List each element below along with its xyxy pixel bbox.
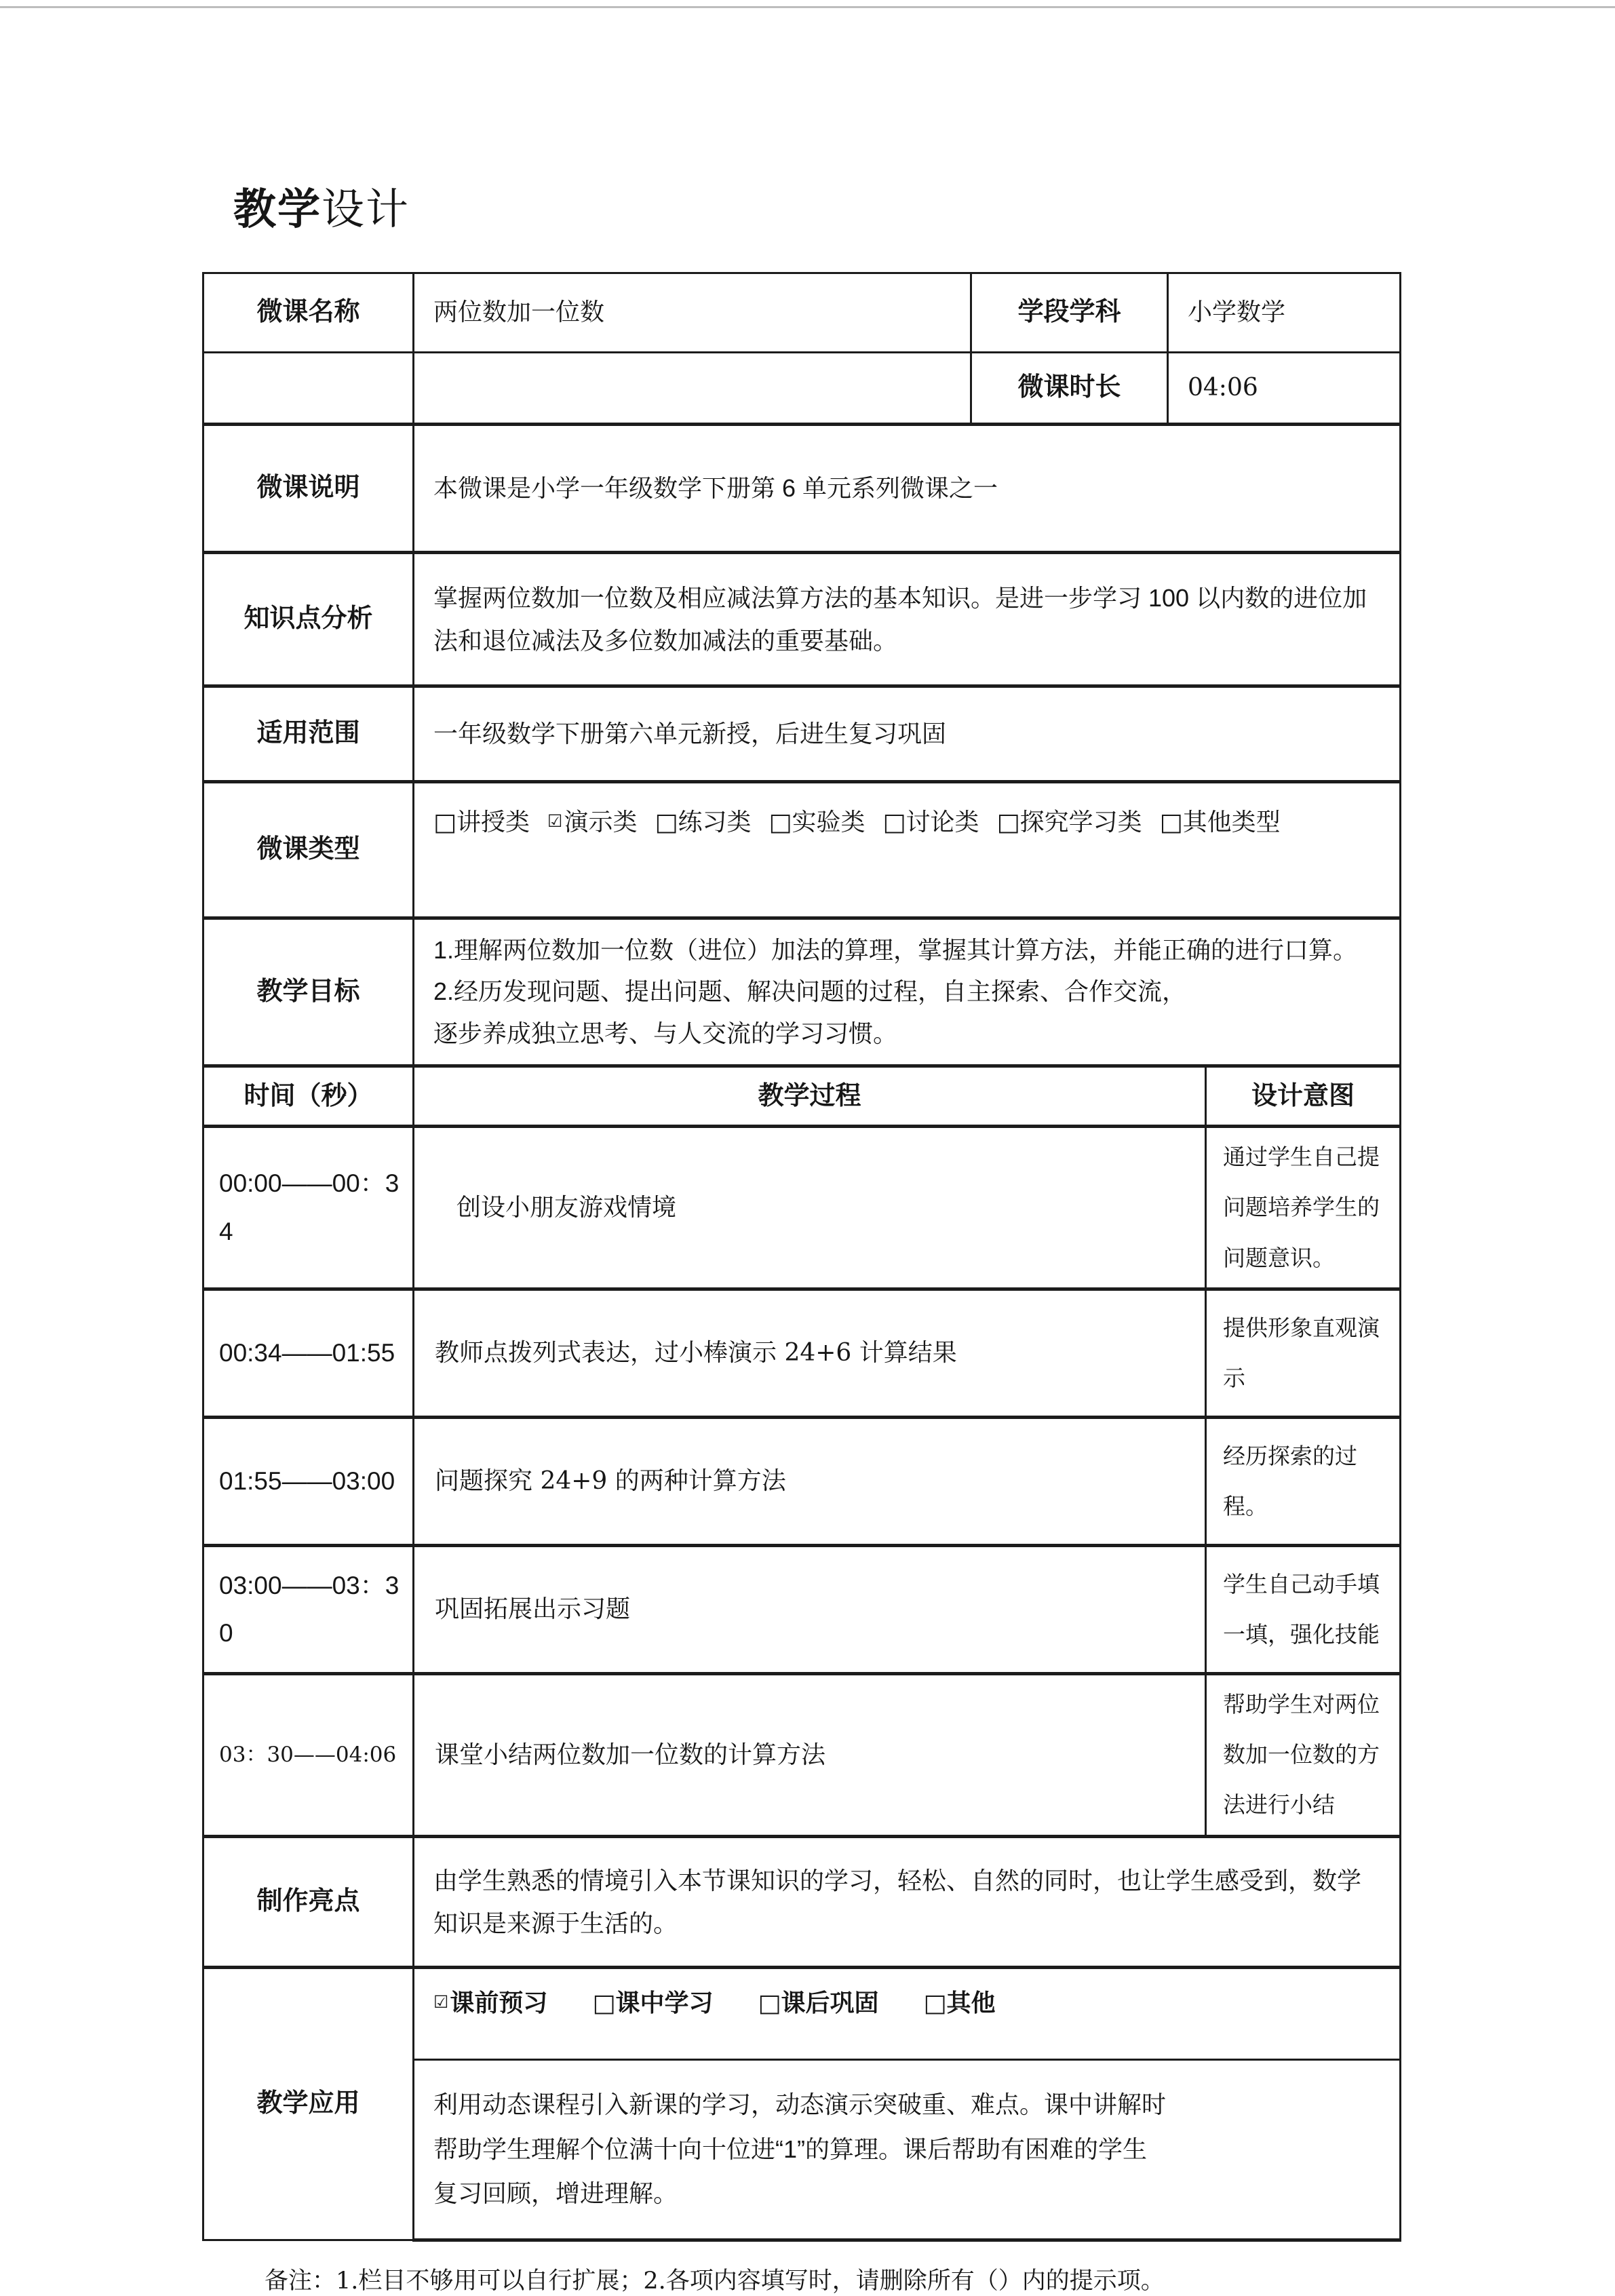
application-line-1: 利用动态课程引入新课的学习，动态演示突破重、难点。课中讲解时 — [433, 2090, 1167, 2119]
row-knowledge-analysis — [203, 552, 1401, 686]
process-step: 课堂小结两位数加一位数的计算方法 — [414, 1673, 1206, 1836]
empty-cell — [203, 352, 414, 424]
knowledge-value: 掌握两位数加一位数及相应减法算方法的基本知识。是进一步学习 100 以内数的进位加法和退位减法及多位数加减法的重要基础。 — [414, 552, 1401, 686]
unchecked-checkbox-icon: □ — [1159, 808, 1183, 836]
row-highlight — [203, 1836, 1401, 1967]
page-title — [233, 178, 1406, 242]
unchecked-checkbox-icon: □ — [592, 1989, 616, 2017]
app-option-other — [924, 1981, 996, 2025]
stage-subject-value: 小学数学 — [1168, 273, 1401, 352]
empty-cell — [414, 352, 971, 424]
time-header: 时间（秒） — [203, 1066, 414, 1127]
app-option-label: 课后巩固 — [781, 1988, 879, 2017]
process-row-3 — [203, 1417, 1401, 1545]
application-text — [414, 2059, 1401, 2240]
process-intent: 提供形象直观演示 — [1206, 1289, 1401, 1417]
unchecked-checkbox-icon: □ — [655, 808, 678, 836]
unchecked-checkbox-icon: □ — [923, 1989, 947, 2017]
unchecked-checkbox-icon: □ — [758, 1989, 781, 2017]
page-title-light: 设计 — [322, 186, 410, 233]
type-label: 微课类型 — [203, 781, 414, 918]
type-option-demo — [547, 801, 637, 844]
type-option-label: 演示类 — [564, 808, 638, 836]
course-name-label: 微课名称 — [203, 273, 414, 352]
process-time: 03：30——04:06 — [203, 1673, 414, 1836]
checked-checkbox-icon: ☑ — [547, 811, 563, 831]
highlight-value: 由学生熟悉的情境引入本节课知识的学习，轻松、自然的同时，也让学生感受到，数学知识是来源于生活的。 — [414, 1836, 1401, 1967]
type-option-label: 讨论类 — [906, 808, 979, 836]
app-option-label: 其他 — [946, 1988, 996, 2017]
process-header: 教学过程 — [414, 1066, 1206, 1127]
goal-line-2: 2.经历发现问题、提出问题、解决问题的过程，自主探索、合作交流， — [433, 977, 1187, 1006]
course-name-value: 两位数加一位数 — [414, 273, 971, 352]
process-intent: 通过学生自己提问题培养学生的问题意识。 — [1206, 1127, 1401, 1289]
process-step: 巩固拓展出示习题 — [414, 1545, 1206, 1673]
teaching-design-document — [202, 0, 1406, 2296]
type-option-label: 探究学习类 — [1019, 808, 1142, 836]
process-row-2 — [203, 1289, 1401, 1417]
row-application-options — [203, 1967, 1401, 2059]
type-option-lecture — [433, 801, 530, 844]
type-option-experiment — [769, 801, 865, 844]
process-intent: 帮助学生对两位数加一位数的方法进行小结 — [1206, 1673, 1401, 1836]
goal-line-1: 1.理解两位数加一位数（进位）加法的算理，掌握其计算方法，并能正确的进行口算。 — [433, 935, 1358, 964]
type-option-practice — [655, 801, 751, 844]
process-step: 教师点拨列式表达，过小棒演示 24+6 计算结果 — [414, 1289, 1206, 1417]
description-value: 本微课是小学一年级数学下册第 6 单元系列微课之一 — [414, 424, 1401, 552]
type-option-label: 练习类 — [678, 808, 752, 836]
unchecked-checkbox-icon: □ — [996, 808, 1020, 836]
process-time: 00:00——00：34 — [203, 1127, 414, 1289]
row-description — [203, 424, 1401, 552]
row-scope — [203, 686, 1401, 781]
process-step: 问题探究 24+9 的两种计算方法 — [414, 1417, 1206, 1545]
unchecked-checkbox-icon: □ — [882, 808, 906, 836]
teaching-design-table — [202, 272, 1401, 2242]
app-option-after-class — [758, 1981, 878, 2025]
process-intent: 经历探索的过程。 — [1206, 1417, 1401, 1545]
process-row-1 — [203, 1127, 1401, 1289]
type-option-label: 其他类型 — [1182, 808, 1281, 836]
knowledge-label: 知识点分析 — [203, 552, 414, 686]
duration-value: 04:06 — [1168, 352, 1401, 424]
process-intent: 学生自己动手填一填，强化技能 — [1206, 1545, 1401, 1673]
type-options — [414, 781, 1401, 918]
type-option-discussion — [883, 801, 979, 844]
page-title-bold: 教学 — [233, 186, 322, 233]
goals-label: 教学目标 — [203, 918, 414, 1066]
row-course-name — [203, 273, 1401, 352]
duration-label: 微课时长 — [971, 352, 1168, 424]
checked-checkbox-icon: ☑ — [433, 1991, 449, 2012]
application-line-2: 帮助学生理解个位满十向十位进“1”的算理。课后帮助有困难的学生 — [433, 2135, 1147, 2163]
scope-value: 一年级数学下册第六单元新授，后进生复习巩固 — [414, 686, 1401, 781]
app-option-label: 课前预习 — [450, 1988, 548, 2017]
scope-label: 适用范围 — [203, 686, 414, 781]
footer-note: 备注：1.栏目不够用可以自行扩展；2.各项内容填写时，请删除所有（）内的提示项。 — [265, 2267, 1165, 2295]
type-option-label: 实验类 — [792, 808, 865, 836]
description-label: 微课说明 — [203, 424, 414, 552]
row-teaching-goals — [203, 918, 1401, 1066]
unchecked-checkbox-icon: □ — [768, 808, 792, 836]
process-time: 03:00——03：30 — [203, 1545, 414, 1673]
row-process-header — [203, 1066, 1401, 1127]
application-options — [414, 1967, 1401, 2059]
goals-value — [414, 918, 1401, 1066]
unchecked-checkbox-icon: □ — [433, 808, 457, 836]
app-option-label: 课中学习 — [615, 1988, 714, 2017]
app-option-in-class — [592, 1981, 713, 2025]
intent-header: 设计意图 — [1206, 1066, 1401, 1127]
process-time: 00:34——01:55 — [203, 1289, 414, 1417]
application-label: 教学应用 — [203, 1967, 414, 2240]
goal-line-3: 逐步养成独立思考、与人交流的学习习惯。 — [433, 1019, 898, 1048]
type-option-inquiry — [997, 801, 1142, 844]
process-time: 01:55——03:00 — [203, 1417, 414, 1545]
app-option-preview — [433, 1981, 547, 2024]
process-step: 创设小朋友游戏情境 — [414, 1127, 1206, 1289]
process-row-4 — [203, 1545, 1401, 1673]
type-option-label: 讲授类 — [456, 808, 530, 836]
application-line-3: 复习回顾，增进理解。 — [433, 2179, 678, 2208]
type-option-other — [1160, 801, 1281, 844]
stage-subject-label: 学段学科 — [971, 273, 1168, 352]
row-duration — [203, 352, 1401, 424]
highlight-label: 制作亮点 — [203, 1836, 414, 1967]
process-row-5 — [203, 1673, 1401, 1836]
row-course-type — [203, 781, 1401, 918]
page-top-rule — [0, 6, 1615, 8]
